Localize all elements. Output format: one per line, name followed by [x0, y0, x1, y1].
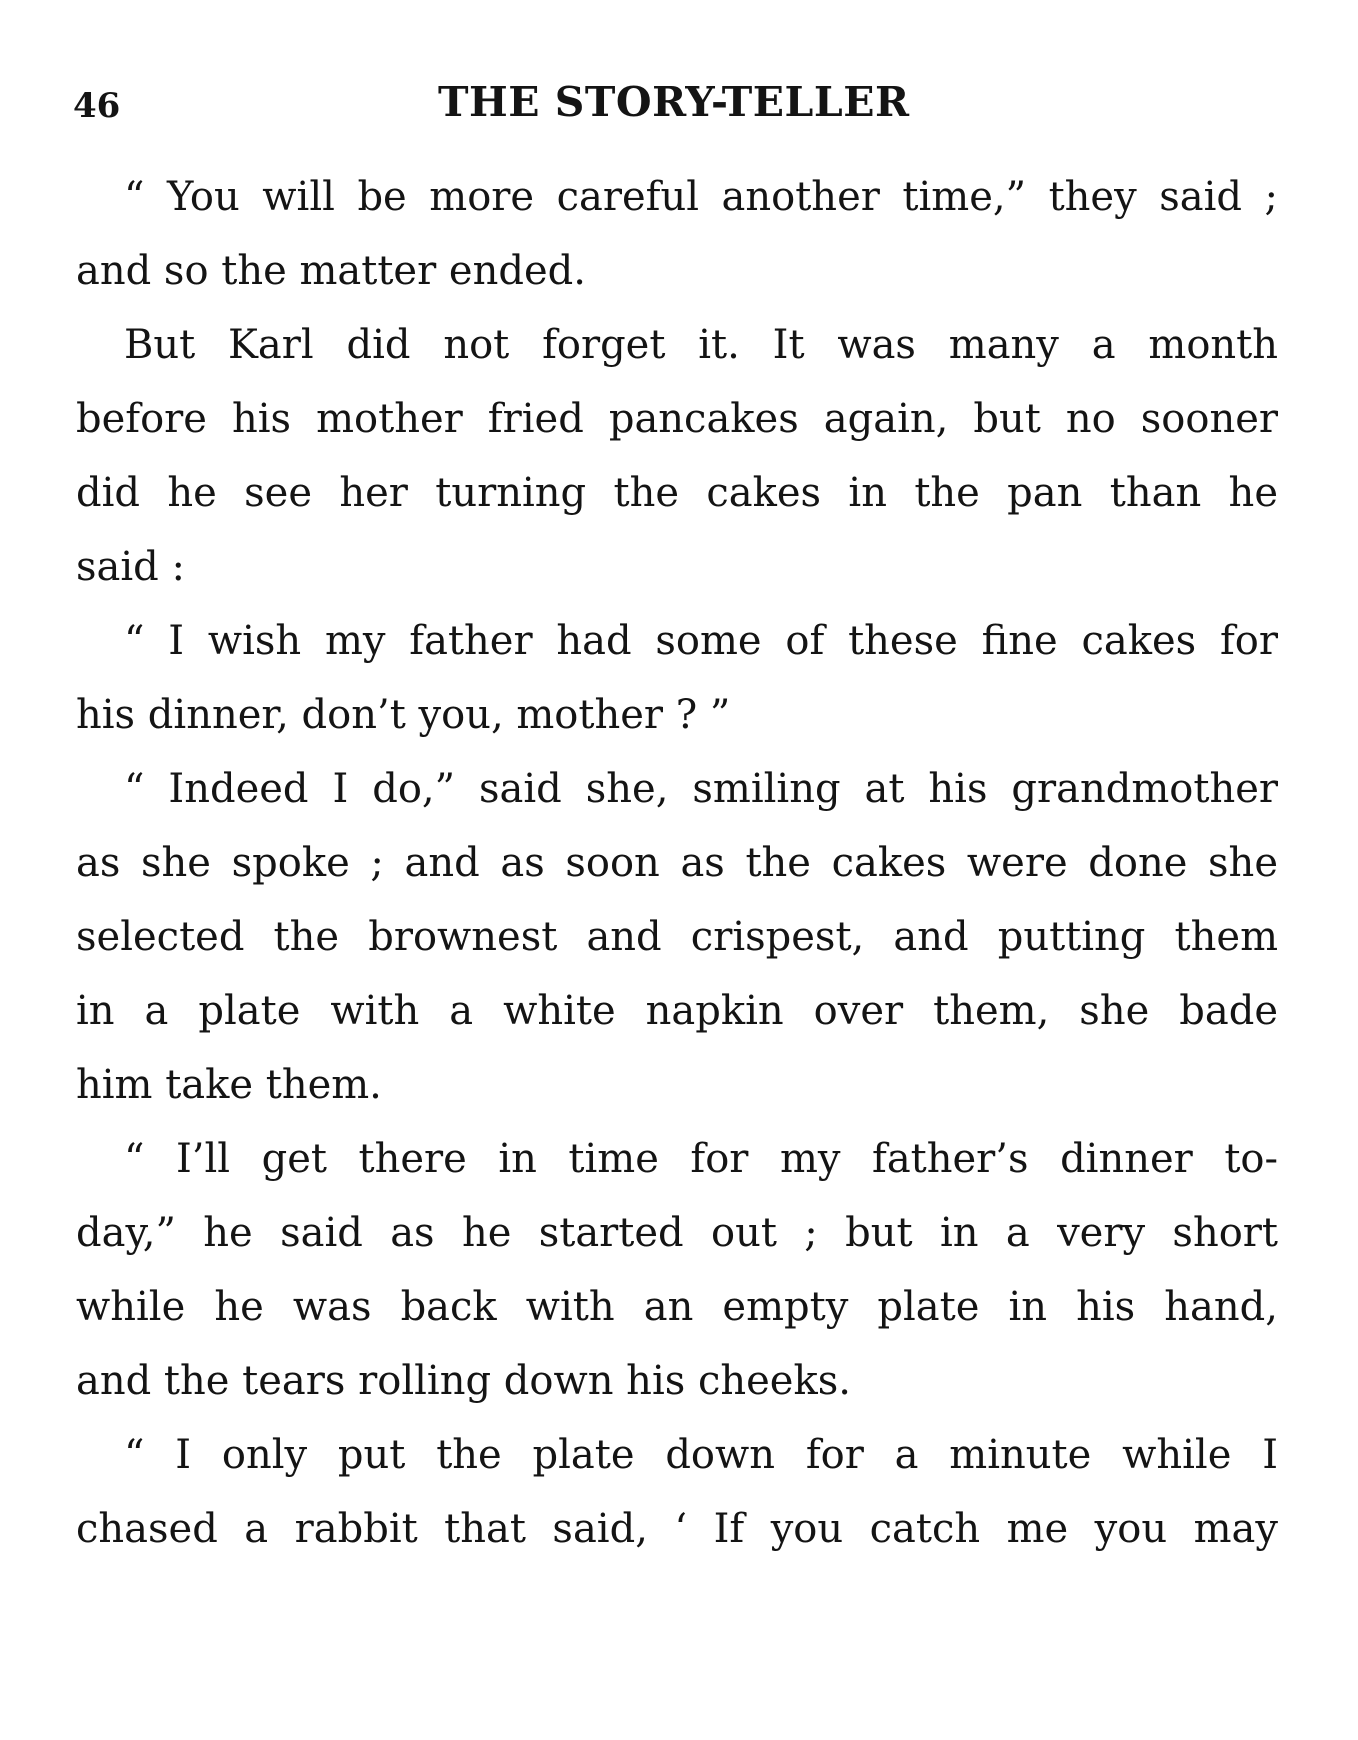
paragraph: [76, 308, 1278, 604]
text-line: while he was back with an empty plate in his hand,: [76, 1284, 1278, 1330]
text-line: “ I wish my father had some of these fine cakes for: [124, 618, 1278, 664]
running-title: THE STORY-TELLER: [438, 78, 910, 126]
text-line: before his mother fried pancakes again, but no sooner: [76, 396, 1278, 442]
text-line: and the tears rolling down his cheeks.: [76, 1358, 851, 1404]
text-line: him take them.: [76, 1062, 382, 1108]
text-line: selected the brownest and crispest, and putting them: [76, 914, 1278, 960]
paragraph: [76, 1122, 1278, 1418]
text-line: and so the matter ended.: [76, 248, 586, 294]
text-line: did he see her turning the cakes in the pan than he: [76, 470, 1278, 516]
page-number: 46: [73, 86, 121, 126]
text-line: in a plate with a white napkin over them, she bade: [76, 988, 1278, 1034]
paragraph: [76, 752, 1278, 1122]
text-line: “ Indeed I do,” said she, smiling at his grandmother: [124, 766, 1278, 812]
running-head: [73, 78, 1278, 138]
paragraph: [76, 604, 1278, 752]
text-line: But Karl did not forget it. It was many a month: [124, 322, 1278, 368]
text-line: day,” he said as he started out ; but in a very short: [76, 1210, 1278, 1256]
text-line: chased a rabbit that said, ‘ If you catch me you may: [76, 1506, 1278, 1552]
text-line: “ I only put the plate down for a minute while I: [124, 1432, 1278, 1478]
text-line: as she spoke ; and as soon as the cakes were done she: [76, 840, 1278, 886]
paragraph: [76, 1418, 1278, 1566]
text-line: said :: [76, 544, 185, 590]
body-text: [76, 160, 1278, 1566]
paragraph: [76, 160, 1278, 308]
text-line: “ I’ll get there in time for my father’s dinner to-: [124, 1136, 1278, 1182]
text-line: “ You will be more careful another time,” they said ;: [124, 174, 1278, 220]
text-line: his dinner, don’t you, mother ? ”: [76, 692, 731, 738]
